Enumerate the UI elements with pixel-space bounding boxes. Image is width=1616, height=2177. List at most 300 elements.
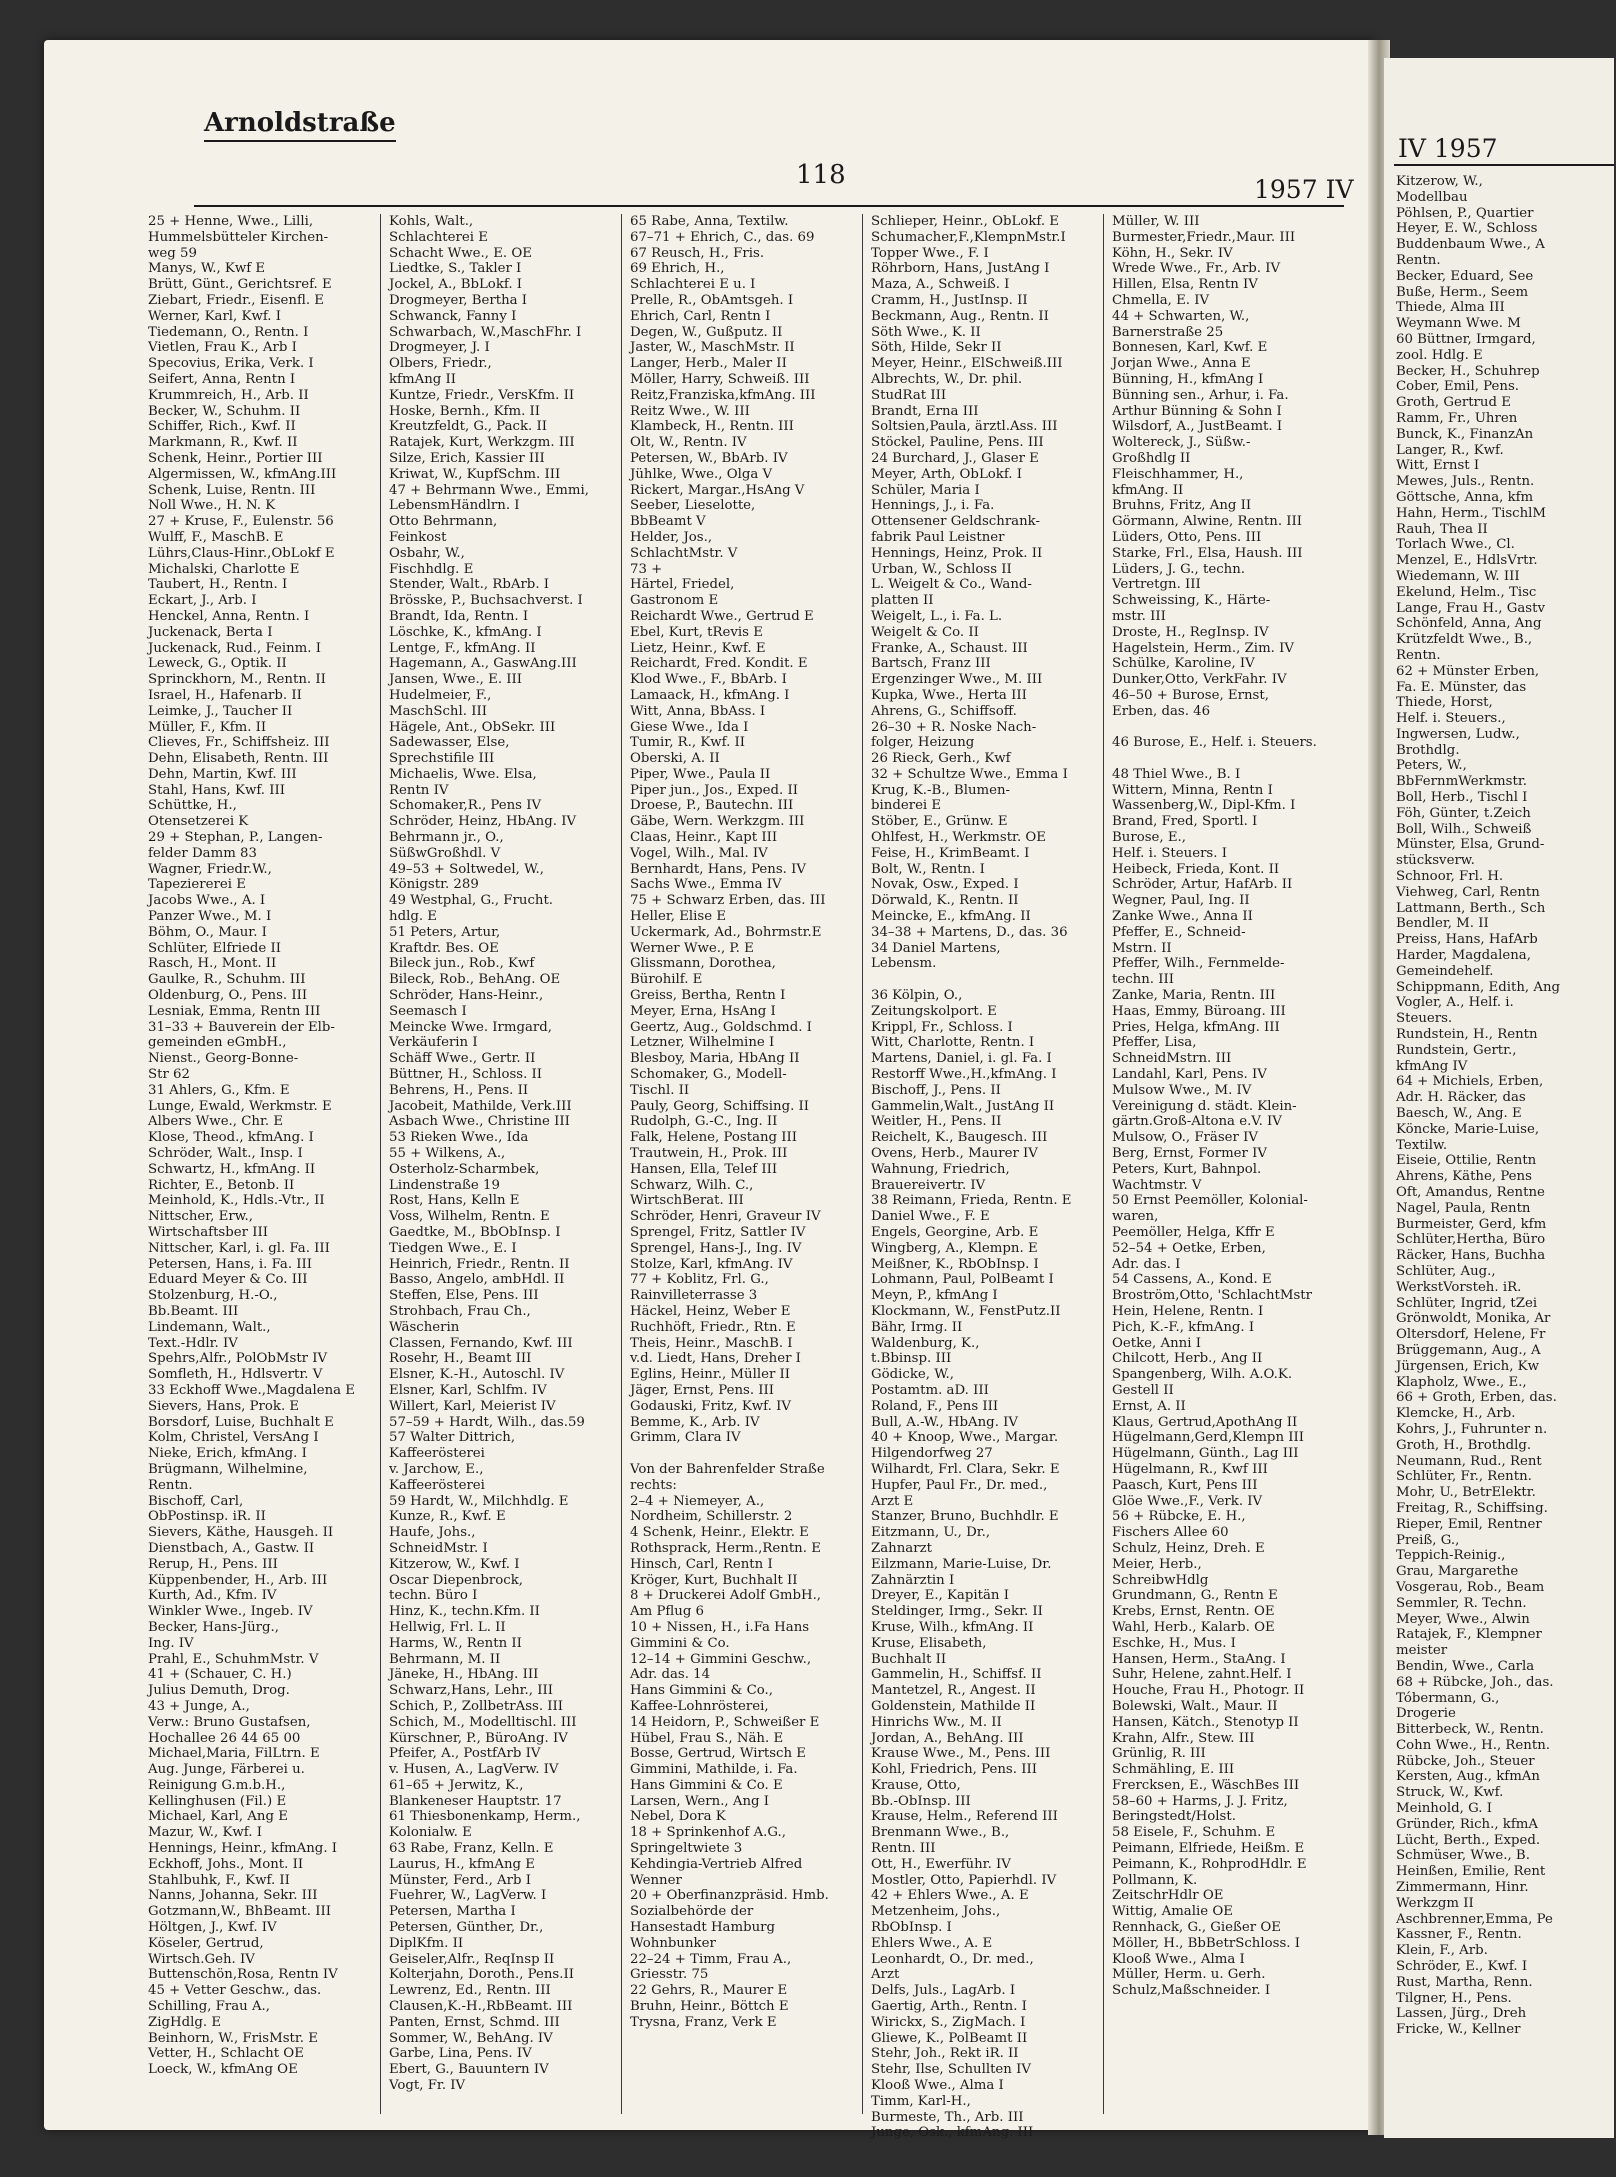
directory-entry-line: Hagemann, A., GaswAng.III: [389, 656, 577, 672]
directory-entry-line: stücksverw.: [1396, 853, 1475, 869]
directory-entry-line: Vietlen, Frau K., Arb I: [148, 340, 297, 356]
directory-entry-line: Trysna, Franz, Verk E: [630, 2014, 777, 2030]
directory-entry-line: Krause, Otto,: [871, 1777, 961, 1793]
directory-entry-line: Piper jun., Jos., Exped. II: [630, 782, 798, 798]
directory-entry-line: 47 + Behrmann Wwe., Emmi,: [389, 482, 589, 498]
directory-entry-line: Rainvilleterrasse 3: [630, 1288, 758, 1304]
directory-entry-line: Boll, Herb., Tischl I: [1396, 790, 1528, 806]
directory-entry-line: Barnerstraße 25: [1112, 324, 1224, 340]
directory-entry-line: Rentn. III: [871, 1841, 936, 1857]
directory-entry-line: Höltgen, J., Kwf. IV: [148, 1920, 277, 1936]
directory-entry-line: Klose, Theod., kfmAng. I: [148, 1130, 314, 1146]
directory-entry-line: Nienst., Georg-Bonne-: [148, 1051, 299, 1067]
directory-entry-line: Ebert, G., Bauuntern IV: [389, 2062, 549, 2078]
directory-entry-line: Zahnarzt: [871, 1540, 932, 1556]
directory-entry-line: Kehdingia-Vertrieb Alfred: [630, 1856, 803, 1872]
directory-entry-line: Eilzmann, Marie-Luise, Dr.: [871, 1556, 1052, 1572]
directory-entry-line: Tilgner, H., Pens.: [1396, 1990, 1512, 2006]
directory-entry-line: Schäff Wwe., Gertr. II: [389, 1051, 536, 1067]
directory-entry-line: Kohl, Friedrich, Pens. III: [871, 1762, 1037, 1778]
directory-entry-line: Stahlbuhk, F., Kwf. II: [148, 1872, 290, 1888]
directory-entry-line: Textilw.: [1396, 1137, 1448, 1153]
directory-entry-line: Zeitungskolport. E: [871, 1003, 997, 1019]
directory-entry-line: Wohnbunker: [630, 1935, 716, 1951]
directory-entry-line: Arzt E: [871, 1493, 914, 1509]
directory-entry-line: Laurus, H., kfmAng E: [389, 1856, 535, 1872]
directory-entry-line: Preiss, Hans, HafArb: [1396, 932, 1538, 948]
directory-entry-line: Wiedemann, W. III: [1396, 568, 1520, 584]
directory-entry-line: 14 Heidorn, P., Schweißer E: [630, 1714, 820, 1730]
directory-entry-line: Brandt, Erna III: [871, 403, 979, 419]
directory-entry-line: Kolonialw. E: [389, 1825, 472, 1841]
directory-entry-line: Bitterbeck, W., Rentn.: [1396, 1722, 1544, 1738]
directory-entry-line: 40 + Knoop, Wwe., Margar.: [871, 1430, 1059, 1446]
directory-entry-line: Schnoor, Frl. H.: [1396, 869, 1504, 885]
directory-entry-line: 26 Rieck, Gerh., Kwf: [871, 751, 1011, 767]
directory-entry-line: Räcker, Hans, Buchha: [1396, 1248, 1546, 1264]
directory-entry-line: [1112, 720, 1338, 736]
directory-entry-line: Oetke, Anni I: [1112, 1335, 1201, 1351]
directory-entry-line: Cober, Emil, Pens.: [1396, 379, 1520, 395]
directory-entry-line: Kohrs, J., Fuhrunter n.: [1396, 1421, 1548, 1437]
directory-entry-line: Leonhardt, O., Dr. med.,: [871, 1951, 1034, 1967]
directory-entry-line: Nittscher, Karl, i. gl. Fa. III: [148, 1240, 330, 1256]
directory-entry-line: Schippmann, Edith, Ang: [1396, 979, 1561, 995]
directory-entry-line: Degen, W., Gußputz. II: [630, 324, 783, 340]
directory-entry-line: BbFernmWerkmstr.: [1396, 774, 1527, 790]
directory-entry-line: Tiedgen Wwe., E. I: [389, 1240, 517, 1256]
directory-entry-line: Arthur Bünning & Sohn I: [1112, 403, 1282, 419]
directory-entry-line: Feinkost: [389, 529, 447, 545]
directory-entry-line: Tapeziererei E: [148, 877, 246, 893]
directory-entry-line: Schich, M., Modelltischl. III: [389, 1714, 577, 1730]
directory-entry-line: Liedtke, S., Takler I: [389, 261, 522, 277]
directory-entry-line: Stanzer, Bruno, Buchhdlr. E: [871, 1509, 1059, 1525]
directory-entry-line: Ziebart, Friedr., Eisenfl. E: [148, 292, 324, 308]
directory-entry-line: Rübcke, Joh., Steuer: [1396, 1753, 1535, 1769]
directory-entry-line: Gemeindehelf.: [1396, 963, 1494, 979]
directory-entry-line: Hennings, Heinz, Prok. II: [871, 545, 1043, 561]
directory-entry-line: Hummelsbütteler Kirchen-: [148, 229, 329, 245]
directory-entry-line: Pries, Helga, kfmAng. III: [1112, 1019, 1280, 1035]
directory-entry-line: Lassen, Jürg., Dreh: [1396, 2006, 1527, 2022]
directory-entry-line: Gimmini & Co.: [630, 1635, 730, 1651]
directory-entry-line: felder Damm 83: [148, 845, 257, 861]
directory-entry-line: 27 + Kruse, F., Eulenstr. 56: [148, 514, 334, 530]
directory-entry-line: Hupfer, Paul Fr., Dr. med.,: [871, 1477, 1048, 1493]
directory-entry-line: Köseler, Gertrud,: [148, 1935, 264, 1951]
directory-entry-line: Lewrenz, Ed., Rentn. III: [389, 1983, 551, 1999]
directory-entry-line: Beckmann, Aug., Rentn. II: [871, 308, 1049, 324]
directory-entry-line: Wirickx, S., ZigMach. I: [871, 2014, 1026, 2030]
right-page: [1384, 58, 1614, 2138]
directory-entry-line: Hinz, K., techn.Kfm. II: [389, 1604, 540, 1620]
directory-entry-line: Seifert, Anna, Rentn I: [148, 371, 296, 387]
directory-entry-line: Burose, E.,: [1112, 830, 1187, 846]
directory-entry-line: Tóbermann, G.,: [1396, 1690, 1500, 1706]
directory-entry-line: Werner Wwe., P. E: [630, 940, 754, 956]
directory-entry-line: Köhn, H., Sekr. IV: [1112, 245, 1233, 261]
directory-entry-line: Glissmann, Dorothea,: [630, 956, 776, 972]
directory-entry-line: Mostler, Otto, Papierhdl. IV: [871, 1872, 1057, 1888]
directory-entry-line: Falk, Helene, Postang III: [630, 1130, 798, 1146]
directory-entry-line: Peimann, Elfriede, Heißm. E: [1112, 1841, 1305, 1857]
directory-entry-line: Gastronom E: [630, 593, 719, 609]
directory-entry-line: 34 Daniel Martens,: [871, 940, 1001, 956]
directory-entry-line: Kreutzfeldt, G., Pack. II: [389, 419, 547, 435]
directory-entry-line: Novak, Osw., Exped. I: [871, 877, 1019, 893]
directory-entry-line: Mulsow, O., Fräser IV: [1112, 1130, 1258, 1146]
directory-entry-line: 59 Hardt, W., Milchhdlg. E: [389, 1493, 569, 1509]
directory-entry-line: Söth, Hilde, Sekr II: [871, 340, 1002, 356]
directory-entry-line: Feise, H., KrimBeamt. I: [871, 845, 1030, 861]
directory-entry-line: Schlüter, Ingrid, tZei: [1396, 1295, 1538, 1311]
directory-entry-line: Kürschner, P., BüroAng. IV: [389, 1730, 568, 1746]
directory-entry-line: Dehn, Martin, Kwf. III: [148, 766, 297, 782]
directory-entry-line: Schich, P., ZollbetrAss. III: [389, 1698, 564, 1714]
directory-entry-line: Jäneke, H., HbAng. III: [389, 1667, 539, 1683]
directory-entry-line: Specovius, Erika, Verk. I: [148, 356, 314, 372]
directory-entry-line: 31–33 + Bauverein der Elb-: [148, 1019, 335, 1035]
directory-entry-line: Chmella, E. IV: [1112, 292, 1210, 308]
directory-entry-line: Sadewasser, Else,: [389, 735, 510, 751]
directory-entry-line: Heyer, E. W., Schloss: [1396, 221, 1538, 237]
directory-entry-line: Greiss, Bertha, Rentn I: [630, 988, 786, 1004]
directory-entry-line: Hansen, Herm., StaAng. I: [1112, 1651, 1286, 1667]
directory-entry-line: LebensmHändlrn. I: [389, 498, 520, 514]
directory-entry-line: Boll, Wilh., Schweiß: [1396, 821, 1532, 837]
directory-entry-line: Meyer, Arth, ObLokf. I: [871, 466, 1022, 482]
directory-entry-line: Grau, Margarethe: [1396, 1564, 1519, 1580]
directory-entry-line: Lentge, F., kfmAng. II: [389, 640, 536, 656]
directory-entry-line: Hägele, Ant., ObSekr. III: [389, 719, 556, 735]
directory-entry-line: 46 Burose, E., Helf. i. Steuers.: [1112, 735, 1317, 751]
directory-entry-line: Bosse, Gertrud, Wirtsch E: [630, 1746, 806, 1762]
directory-entry-line: Klod Wwe., F., BbArb. I: [630, 672, 787, 688]
directory-entry-line: Groth, Gertrud E: [1396, 395, 1511, 411]
directory-entry-line: Asbach Wwe., Christine III: [389, 1114, 570, 1130]
directory-entry-line: 25 + Henne, Wwe., Lilli,: [148, 214, 314, 229]
directory-entry-line: Bonnesen, Karl, Kwf. E: [1112, 340, 1268, 356]
directory-entry-line: Lebensm.: [871, 956, 937, 972]
directory-entry-line: Rudolph, G.-C., Ing. II: [630, 1114, 778, 1130]
directory-entry-line: Geertz, Aug., Goldschmd. I: [630, 1019, 812, 1035]
directory-entry-line: Sprinckhorn, M., Rentn. II: [148, 672, 326, 688]
directory-entry-line: Strohbach, Frau Ch.,: [389, 1303, 531, 1319]
directory-entry-line: Reinigung G.m.b.H.,: [148, 1777, 286, 1793]
directory-entry-line: Classen, Fernando, Kwf. III: [389, 1335, 573, 1351]
directory-entry-line: Schwanck, Fanny I: [389, 308, 517, 324]
directory-entry-line: Frercksen, E., WäschBes III: [1112, 1777, 1300, 1793]
directory-entry-line: Rerup, H., Pens. III: [148, 1556, 278, 1572]
directory-entry-line: Mulsow Wwe., M. IV: [1112, 1082, 1252, 1098]
directory-entry-line: Uckermark, Ad., Bohrmstr.E: [630, 924, 822, 940]
directory-entry-line: Klapholz, Wwe., E.,: [1396, 1374, 1527, 1390]
directory-entry-line: weg 59: [148, 245, 197, 261]
directory-entry-line: Adr. das. 14: [630, 1667, 711, 1683]
directory-entry-line: Meyer, Heinr., ElSchweiß.III: [871, 356, 1063, 372]
directory-entry-line: Jacobeit, Mathilde, Verk.III: [389, 1098, 572, 1114]
directory-entry-line: ObPostinsp. iR. II: [148, 1509, 266, 1525]
directory-entry-line: Becker, W., Schuhm. II: [148, 403, 301, 419]
directory-entry-line: Am Pflug 6: [630, 1604, 705, 1620]
directory-entry-line: Lietz, Heinr., Kwf. E: [630, 640, 766, 656]
directory-entry-line: Bb.Beamt. III: [148, 1303, 239, 1319]
directory-entry-line: Brandt, Ida, Rentn. I: [389, 608, 529, 624]
directory-entry-line: Jühlke, Wwe., Olga V: [630, 466, 773, 482]
directory-entry-line: Schenk, Heinr., Portier III: [148, 450, 323, 466]
directory-entry-line: 57–59 + Hardt, Wilh., das.59: [389, 1414, 585, 1430]
directory-entry-line: Wirtschaftsber III: [148, 1225, 268, 1240]
directory-entry-line: Kraftdr. Bes. OE: [389, 940, 499, 956]
directory-entry-line: Grundmann, G., Rentn E: [1112, 1588, 1278, 1604]
directory-entry-line: Wenner: [630, 1872, 682, 1888]
directory-entry-line: Pfeffer, Wilh., Fernmelde-: [1112, 956, 1285, 972]
directory-entry-line: Oberski, A. II: [630, 751, 720, 767]
directory-entry-line: Jäger, Ernst, Pens. III: [630, 1382, 775, 1398]
directory-entry-line: Fricke, W., Kellner: [1396, 2022, 1521, 2038]
directory-entry-line: gemeinden eGmbH.,: [148, 1035, 287, 1051]
directory-entry-line: Delfs, Juls., LagArb. I: [871, 1983, 1016, 1999]
directory-entry-line: Gödicke, W.,: [871, 1367, 955, 1383]
directory-entry-line: Clieves, Fr., Schiffsheiz. III: [148, 735, 330, 751]
column-divider: [862, 214, 863, 2114]
directory-entry-line: 50 Ernst Peemöller, Kolonial-: [1112, 1193, 1308, 1209]
directory-entry-line: Brenmann Wwe., B.,: [871, 1825, 1010, 1841]
directory-entry-line: Richter, E., Betonb. II: [148, 1177, 295, 1193]
directory-entry-line: Restorff Wwe.,H.,kfmAng. I: [871, 1067, 1057, 1083]
directory-entry-line: Reitz,Franziska,kfmAng. III: [630, 387, 816, 403]
directory-entry-line: Hudelmeier, F.,: [389, 687, 492, 703]
directory-entry-line: Bünning sen., Arhur, i. Fa.: [1112, 387, 1289, 403]
directory-entry-line: Müller, Herm. u. Gerh.: [1112, 1967, 1266, 1983]
directory-entry-line: Klein, F., Arb.: [1396, 1943, 1488, 1959]
directory-entry-line: 44 + Schwarten, W.,: [1112, 308, 1250, 324]
directory-entry-line: Beringstedt/Holst.: [1112, 1809, 1236, 1825]
directory-entry-line: Königstr. 289: [389, 877, 479, 893]
directory-entry-line: Wittig, Amalie OE: [1112, 1904, 1233, 1920]
directory-entry-line: Rickert, Margar.,HsAng V: [630, 482, 805, 498]
directory-entry-line: 65 Rabe, Anna, Textilw.: [630, 214, 789, 229]
directory-entry-line: Jorjan Wwe., Anna E: [1112, 356, 1251, 372]
directory-entry-line: Algermissen, W., kfmAng.III: [148, 466, 337, 482]
directory-entry-line: [871, 972, 1097, 988]
directory-entry-line: Hennings, Heinr., kfmAng. I: [148, 1841, 338, 1857]
directory-entry-line: Godauski, Fritz, Kwf. IV: [630, 1398, 791, 1414]
directory-entry-line: Eckhoff, Johs., Mont. II: [148, 1856, 304, 1872]
directory-entry-line: Kohls, Walt.,: [389, 214, 474, 229]
directory-entry-line: Gestell II: [1112, 1382, 1174, 1398]
directory-entry-line: platten II: [871, 593, 934, 609]
directory-entry-line: Soltsien,Paula, ärztl.Ass. III: [871, 419, 1058, 435]
directory-entry-line: Rundstein, H., Rentn: [1396, 1027, 1538, 1043]
directory-entry-line: Sommer, W., BehAng. IV: [389, 2030, 553, 2046]
directory-entry-line: Arzt: [871, 1967, 900, 1983]
directory-entry-line: Albers Wwe., Chr. E: [148, 1114, 284, 1130]
directory-entry-line: Bemme, K., Arb. IV: [630, 1414, 760, 1430]
directory-entry-line: waren,: [1112, 1209, 1159, 1225]
directory-entry-line: Str 62: [148, 1067, 190, 1083]
directory-entry-line: 54 Cassens, A., Kond. E: [1112, 1272, 1272, 1288]
directory-entry-line: Weitler, H., Pens. II: [871, 1114, 1002, 1130]
directory-entry-line: Ott, H., Ewerführ. IV: [871, 1856, 1011, 1872]
directory-entry-line: Becker, Eduard, See: [1396, 268, 1534, 284]
directory-entry-line: Bolewski, Walt., Maur. II: [1112, 1698, 1278, 1714]
directory-entry-line: Prahl, E., SchuhmMstr. V: [148, 1651, 319, 1667]
directory-entry-line: Kellinghusen (Fil.) E: [148, 1793, 287, 1809]
directory-entry-line: Bruhns, Fritz, Ang II: [1112, 498, 1252, 514]
directory-entry-line: Reichelt, K., Baugesch. III: [871, 1130, 1048, 1146]
directory-entry-line: Wilsdorf, A., JustBeamt. I: [1112, 419, 1283, 435]
directory-entry-line: Thiede, Horst,: [1396, 695, 1493, 711]
directory-entry-line: Woltereck, J., Süßw.-: [1112, 435, 1251, 451]
directory-entry-line: Wegner, Paul, Ing. II: [1112, 893, 1250, 909]
directory-entry-line: Hansen, Ella, Telef III: [630, 1161, 778, 1177]
directory-entry-line: Bruhn, Heinr., Böttch E: [630, 1999, 789, 2015]
directory-entry-line: Kriwat, W., KupfSchm. III: [389, 466, 561, 482]
directory-entry-line: 38 Reimann, Frieda, Rentn. E: [871, 1193, 1072, 1209]
directory-entry-line: Pfeffer, Lisa,: [1112, 1035, 1197, 1051]
directory-entry-line: Steldinger, Irmg., Sekr. II: [871, 1604, 1043, 1620]
directory-entry-line: Giese Wwe., Ida I: [630, 719, 749, 735]
directory-entry-line: kfmAng II: [389, 371, 456, 387]
directory-entry-line: Leweck, G., Optik. II: [148, 656, 287, 672]
directory-entry-line: 31 Ahlers, G., Kfm. E: [148, 1082, 290, 1098]
directory-entry-line: Steuers.: [1396, 1011, 1453, 1027]
directory-entry-line: Rennhack, G., Gießer OE: [1112, 1920, 1281, 1936]
directory-entry-line: meister: [1396, 1643, 1448, 1659]
directory-entry-line: Petersen, Martha I: [389, 1904, 516, 1920]
directory-entry-line: Wilhardt, Frl. Clara, Sekr. E: [871, 1461, 1060, 1477]
directory-entry-line: v. Husen, A., LagVerw. IV: [389, 1762, 559, 1778]
directory-entry-line: Pfeifer, A., PostfArb IV: [389, 1746, 541, 1762]
directory-entry-line: Langer, R., Kwf.: [1396, 442, 1504, 458]
directory-entry-line: Krause Wwe., M., Pens. III: [871, 1746, 1051, 1762]
directory-entry-line: 45 + Vetter Geschw., das.: [148, 1983, 322, 1999]
directory-entry-line: v. Jarchow, E.,: [389, 1461, 484, 1477]
directory-entry-line: Thiede, Alma III: [1396, 300, 1505, 316]
directory-entry-line: Hinrichs Ww., M. II: [871, 1714, 1002, 1730]
directory-entry-line: Glöe Wwe.,F., Verk. IV: [1112, 1493, 1263, 1509]
directory-entry-line: Israel, H., Hafenarb. II: [148, 687, 302, 703]
directory-entry-line: 36 Kölpin, O.,: [871, 988, 963, 1004]
directory-entry-line: Krummreich, H., Arb. II: [148, 387, 309, 403]
directory-entry-line: Lamaack, H., kfmAng. I: [630, 687, 790, 703]
directory-entry-line: fabrik Paul Leistner: [871, 529, 1005, 545]
directory-entry-line: Albrechts, W., Dr. phil.: [871, 371, 1023, 387]
directory-entry-line: Fischhdlg. E: [389, 561, 474, 577]
directory-entry-line: Weigelt & Co. II: [871, 624, 979, 640]
directory-entry-line: Söth Wwe., K. II: [871, 324, 981, 340]
directory-entry-line: Prelle, R., ObAmtsgeh. I: [630, 292, 794, 308]
directory-entry-line: Schüttke, H.,: [148, 798, 237, 814]
directory-entry-line: Clausen,K.-H.,RbBeamt. III: [389, 1999, 573, 2015]
directory-entry-line: Teppich-Reinig.,: [1396, 1548, 1506, 1564]
directory-entry-line: Hein, Helene, Rentn. I: [1112, 1303, 1264, 1319]
directory-entry-line: gärtn.Groß-Altona e.V. IV: [1112, 1114, 1282, 1130]
directory-entry-line: Böhm, O., Maur. I: [148, 924, 267, 940]
directory-entry-line: Rauh, Thea II: [1396, 521, 1488, 537]
directory-entry-line: Großhdlg II: [1112, 450, 1191, 466]
directory-entry-line: Broström,Otto, 'SchlachtMstr: [1112, 1288, 1312, 1304]
directory-entry-line: Ebel, Kurt, tRevis E: [630, 624, 763, 640]
directory-entry-line: Bünning, H., kfmAng I: [1112, 371, 1264, 387]
directory-entry-line: Von der Bahrenfelder Straße: [630, 1461, 825, 1477]
directory-entry-line: mstr. III: [1112, 608, 1166, 624]
directory-entry-line: Hügelmann, R., Kwf III: [1112, 1461, 1268, 1477]
directory-entry-line: Jockel, A., BbLokf. I: [389, 277, 523, 293]
directory-entry-line: RbObInsp. I: [871, 1920, 952, 1936]
directory-entry-line: techn. Büro I: [389, 1588, 478, 1604]
directory-entry-line: Text.-Hdlr. IV: [148, 1335, 238, 1351]
directory-entry-line: Kitzerow, W.,: [1396, 174, 1483, 189]
directory-entry-line: Hoske, Bernh., Kfm. II: [389, 403, 541, 419]
directory-entry-line: Pauly, Georg, Schiffsing. II: [630, 1098, 810, 1114]
directory-entry-line: Markmann, R., Kwf. II: [148, 435, 298, 451]
directory-entry-line: Trautwein, H., Prok. III: [630, 1146, 788, 1162]
directory-entry-line: Wingberg, A., Klempn. E: [871, 1240, 1038, 1256]
directory-entry-line: Zanke, Maria, Rentn. III: [1112, 988, 1276, 1004]
directory-entry-line: Schlüter,Hertha, Büro: [1396, 1232, 1546, 1248]
directory-entry-line: Groth, H., Brothdlg.: [1396, 1437, 1532, 1453]
directory-entry-line: Droese, P., Bautechn. III: [630, 798, 794, 814]
directory-entry-line: Verw.: Bruno Gustafsen,: [148, 1714, 311, 1730]
directory-entry-line: Schwarz, Wilh. C.,: [630, 1177, 754, 1193]
directory-entry-line: Gaertig, Arth., Rentn. I: [871, 1999, 1027, 2015]
directory-entry-line: Witt, Anna, BbAss. I: [630, 703, 766, 719]
directory-entry-line: Schweissing, K., Härte-: [1112, 593, 1271, 609]
directory-entry-line: Franke, A., Schaust. III: [871, 640, 1028, 656]
directory-entry-line: Hansestadt Hamburg: [630, 1920, 776, 1936]
directory-entry-line: Heibeck, Frieda, Kont. II: [1112, 861, 1280, 877]
directory-entry-line: 67 Reusch, H., Fris.: [630, 245, 765, 261]
directory-entry-line: Nieke, Erich, kfmAng. I: [148, 1446, 307, 1462]
right-directory-column: [1396, 174, 1616, 2038]
directory-entry-line: 62 + Münster Erben,: [1396, 663, 1540, 679]
directory-entry-line: Burmeste, Th., Arb. III: [871, 2109, 1024, 2125]
directory-entry-line: Vereinigung d. städt. Klein-: [1112, 1098, 1297, 1114]
directory-entry-line: Hübel, Frau S., Näh. E: [630, 1730, 784, 1746]
directory-entry-line: Maza, A., Schweiß. I: [871, 277, 1010, 293]
column-divider: [1103, 214, 1104, 2114]
directory-entry-line: Sievers, Käthe, Hausgeh. II: [148, 1525, 334, 1541]
directory-entry-line: 73 +: [630, 561, 663, 577]
directory-entry-line: 56 + Rübcke, E. H.,: [1112, 1509, 1246, 1525]
directory-entry-line: Suhr, Helene, zahnt.Helf. I: [1112, 1667, 1292, 1683]
directory-entry-line: Stahl, Hans, Kwf. III: [148, 782, 285, 798]
directory-entry-line: Meinhold, K., Hdls.-Vtr., II: [148, 1193, 325, 1209]
directory-entry-line: Jansen, Wwe., E. III: [389, 672, 523, 688]
directory-entry-line: Panten, Ernst, Schmd. III: [389, 2014, 560, 2030]
directory-entry-line: Drogmeyer, Bertha I: [389, 292, 528, 308]
directory-entry-line: Basso, Angelo, ambHdl. II: [389, 1272, 565, 1288]
directory-entry-line: Zanke Wwe., Anna II: [1112, 909, 1253, 925]
directory-entry-line: 24 Burchard, J., Glaser E: [871, 450, 1039, 466]
directory-entry-line: Meincke Wwe. Irmgard,: [389, 1019, 553, 1035]
directory-entry-line: Fa. E. Münster, das: [1396, 679, 1527, 695]
directory-entry-line: Behrmann jr., O.,: [389, 830, 504, 846]
directory-entry-line: Rasch, H., Mont. II: [148, 956, 277, 972]
directory-entry-line: Schilling, Frau A.,: [148, 1999, 271, 2015]
directory-entry-line: v.d. Liedt, Hans, Dreher I: [630, 1351, 801, 1367]
directory-entry-line: Seemasch I: [389, 1003, 467, 1019]
directory-entry-line: 58–60 + Harms, J. J. Fritz,: [1112, 1793, 1288, 1809]
directory-entry-line: Münster, Elsa, Grund-: [1396, 837, 1545, 853]
directory-entry-line: Wagner, Friedr.W.,: [148, 861, 272, 877]
directory-entry-line: Lunge, Ewald, Werkmstr. E: [148, 1098, 332, 1114]
directory-entry-line: Peemöller, Helga, Kffr E: [1112, 1225, 1275, 1240]
directory-entry-line: SchneidMstrn. III: [1112, 1051, 1232, 1067]
